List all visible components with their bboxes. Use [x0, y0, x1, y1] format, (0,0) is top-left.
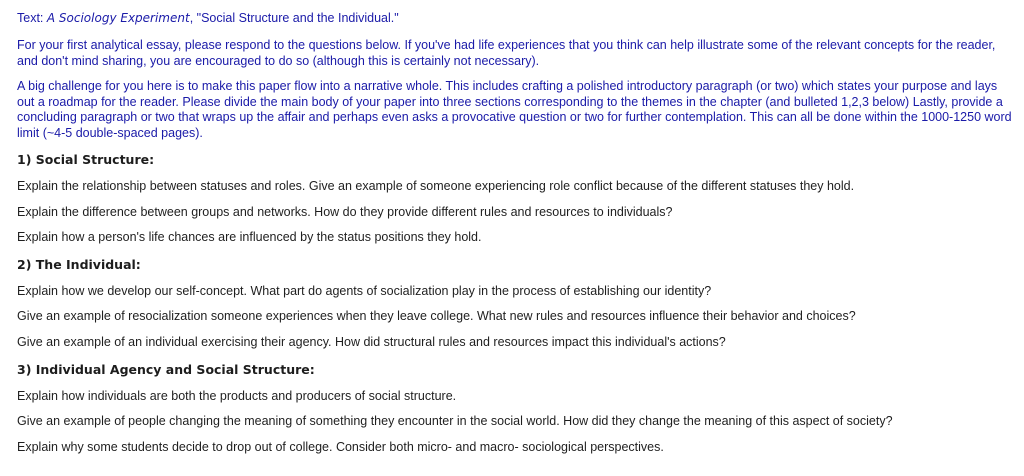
section-heading-agency-structure: 3) Individual Agency and Social Structure: [17, 362, 315, 377]
chapter-title: "Social Structure and the Individual." [196, 11, 399, 25]
text-reference-line: Text: A Sociology Experiment, "Social Structure and the Individual." [17, 11, 399, 25]
question-item: Explain how individuals are both the products and producers of social structure. [17, 389, 457, 403]
question-item: Explain why some students decide to drop out of college. Consider both micro- and macro- sociological perspectives. [17, 440, 664, 454]
intro-paragraph: For your first analytical essay, please respond to the questions below. If you've had life experiences that you think can help illustrate some of the relevant concepts for the reader, and don't mind sharing, you are encouraged to do so (although this is certainly not necessary). [17, 38, 996, 68]
question-item: Explain how we develop our self-concept. What part do agents of socialization play in the process of establishing our identity? [17, 284, 712, 298]
question-item: Give an example of resocialization someone experiences when they leave college. What new rules and resources influence their behavior and choices? [17, 309, 856, 323]
question-item: Give an example of people changing the meaning of something they encounter in the social world. How did they change the meaning of this aspect of society? [17, 414, 893, 428]
question-item: Give an example of an individual exercising their agency. How did structural rules and resources impact this individual's actions? [17, 335, 726, 349]
section-heading-individual: 2) The Individual: [17, 257, 141, 272]
work-title: A Sociology Experiment [46, 11, 190, 25]
text-label: Text: [17, 11, 44, 25]
section-heading-social-structure: 1) Social Structure: [17, 152, 155, 167]
question-item: Explain how a person's life chances are influenced by the status positions they hold. [17, 230, 482, 244]
question-item: Explain the relationship between statuses and roles. Give an example of someone experiencing role conflict because of the different statuses they hold. [17, 179, 855, 193]
question-item: Explain the difference between groups and networks. How do they provide different rules and resources to individuals? [17, 205, 673, 219]
challenge-paragraph: A big challenge for you here is to make this paper flow into a narrative whole. This includes crafting a polished introductory paragraph (or two) which states your purpose and lays out a roadmap for the reader. Please divide the main body of your paper into three sections corresponding to the themes in the chapter (and bulleted 1,2,3 below) Lastly, provide a concluding paragraph or two that wraps up the affair and perhaps even asks a provocative question or two for further contemplation. This can all be done within the 1000-1250 word limit (~4-5 double-spaced pages). [17, 79, 1012, 140]
